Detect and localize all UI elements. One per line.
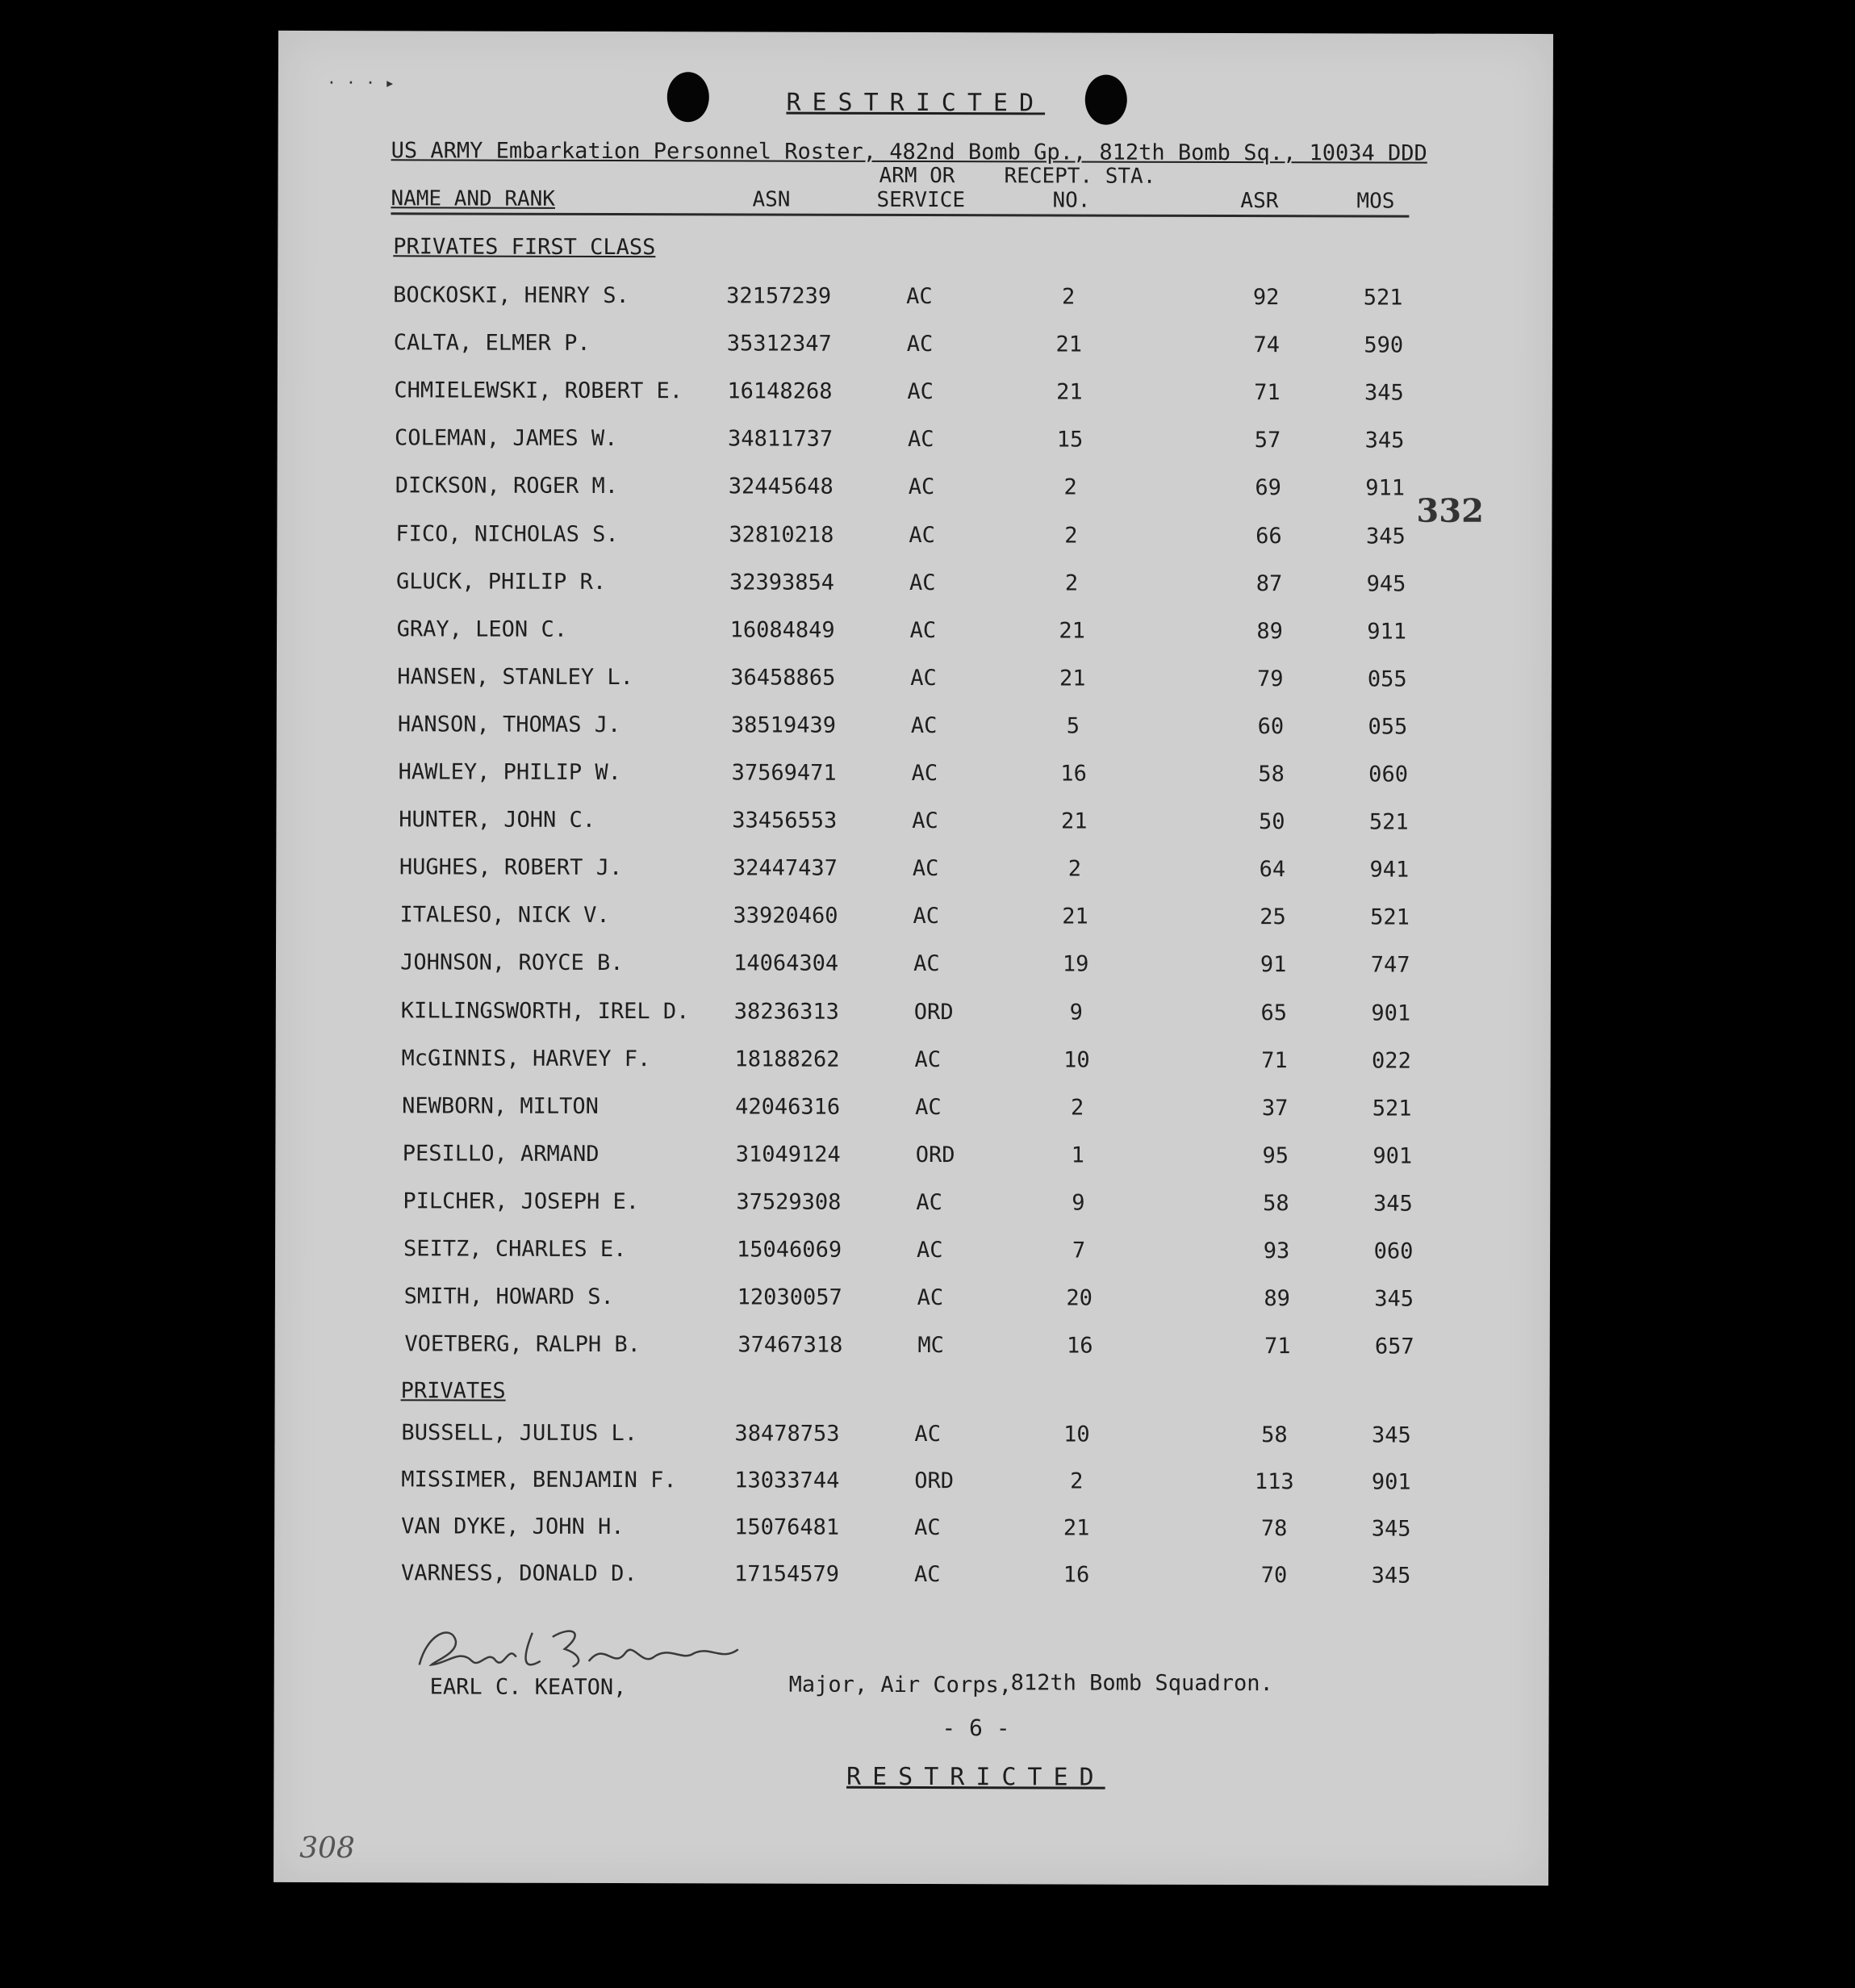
asr-cell: 58	[1258, 762, 1285, 787]
arm-service-cell: AC	[909, 570, 936, 595]
recept-sta-cell: 2	[1064, 522, 1078, 549]
arm-service-cell: AC	[906, 332, 934, 357]
name-cell: HAWLEY, PHILIP W.	[398, 759, 621, 786]
arm-service-cell: ORD	[914, 1468, 955, 1494]
table-row	[282, 664, 1556, 700]
asr-cell: 89	[1264, 1286, 1290, 1312]
asr-cell: 66	[1255, 523, 1282, 549]
asr-cell: 79	[1256, 666, 1284, 691]
classification-header: RESTRICTED	[786, 88, 1046, 118]
recept-sta-cell: 7	[1072, 1238, 1086, 1263]
asr-cell: 91	[1260, 952, 1287, 978]
table-row	[283, 807, 1558, 842]
recept-sta-cell: 20	[1066, 1285, 1093, 1311]
table-row	[286, 1467, 1560, 1502]
arm-service-cell: AC	[916, 1189, 942, 1215]
asr-cell: 89	[1256, 618, 1283, 644]
col-name-rank: NAME AND RANK	[391, 186, 556, 211]
asn-cell: 13033744	[734, 1468, 840, 1493]
mos-cell: 060	[1368, 762, 1409, 787]
recept-sta-cell: 16	[1067, 1333, 1093, 1359]
asn-cell: 37569471	[731, 760, 837, 786]
mos-cell: 345	[1364, 428, 1405, 453]
asn-cell: 33456553	[732, 808, 838, 833]
mos-cell: 345	[1371, 1563, 1411, 1589]
recept-sta-cell: 21	[1062, 904, 1088, 929]
arm-service-cell: AC	[907, 379, 934, 405]
mos-cell: 911	[1367, 619, 1407, 645]
arm-service-cell: AC	[906, 283, 933, 310]
recept-sta-cell: 2	[1064, 570, 1079, 596]
mos-cell: 345	[1364, 380, 1404, 406]
name-cell: VARNESS, DONALD D.	[400, 1560, 637, 1587]
asn-cell: 37529308	[736, 1189, 842, 1215]
table-row	[280, 473, 1555, 508]
asn-cell: 36458865	[730, 665, 836, 691]
table-row	[287, 1188, 1562, 1224]
mos-cell: 901	[1371, 1000, 1411, 1026]
asr-cell: 113	[1254, 1469, 1294, 1495]
asn-cell: 32810218	[729, 521, 834, 548]
name-cell: CALTA, ELMER P.	[393, 330, 591, 357]
arm-service-cell: AC	[914, 1046, 942, 1072]
asn-cell: 14064304	[733, 950, 839, 977]
col-recept-line1: RECEPT. STA.	[1004, 164, 1156, 189]
name-cell: KILLINGSWORTH, IREL D.	[400, 997, 690, 1024]
table-row	[286, 1514, 1560, 1549]
name-cell: McGINNIS, HARVEY F.	[401, 1045, 651, 1071]
table-row	[286, 1046, 1560, 1081]
recept-sta-cell: 2	[1070, 1095, 1084, 1121]
asr-cell: 71	[1264, 1334, 1291, 1359]
arm-service-cell: AC	[911, 760, 938, 787]
table-row	[284, 854, 1559, 890]
asr-cell: 71	[1254, 380, 1281, 406]
roster-title: US ARMY Embarkation Personnel Roster, 482nd Bomb Gp., 812th Bomb Sq., 10034 DDD	[391, 138, 1427, 166]
arm-service-cell: AC	[914, 1422, 942, 1447]
arm-service-cell: ORD	[913, 999, 954, 1025]
mos-cell: 521	[1370, 904, 1410, 930]
recept-sta-cell: 9	[1072, 1190, 1085, 1216]
asr-cell: 93	[1263, 1238, 1290, 1264]
name-cell: CHMIELEWSKI, ROBERT E.	[394, 378, 683, 404]
mos-cell: 657	[1374, 1334, 1414, 1359]
name-cell: SEITZ, CHARLES E.	[403, 1236, 627, 1263]
table-row	[278, 378, 1553, 413]
name-cell: BOCKOSKI, HENRY S.	[393, 282, 629, 309]
table-row	[281, 569, 1556, 604]
col-arm-line1: ARM OR	[879, 163, 955, 189]
mos-cell: 911	[1365, 475, 1406, 501]
recept-sta-cell: 21	[1059, 666, 1086, 691]
table-row	[282, 616, 1556, 652]
name-cell: COLEMAN, JAMES W.	[395, 425, 618, 452]
arm-service-cell: AC	[917, 1238, 943, 1263]
recept-sta-cell: 9	[1069, 1000, 1083, 1025]
recept-sta-cell: 2	[1067, 856, 1082, 882]
section-title-privates: PRIVATES	[400, 1378, 506, 1404]
table-row	[283, 759, 1558, 795]
asr-cell: 57	[1254, 428, 1281, 453]
arm-service-cell: AC	[910, 712, 938, 738]
col-asr: ASR	[1240, 189, 1279, 214]
mos-cell: 060	[1373, 1238, 1414, 1264]
arm-service-cell: AC	[913, 904, 940, 929]
arm-service-cell: AC	[908, 427, 934, 453]
recept-sta-cell: 16	[1063, 1562, 1090, 1588]
arm-service-cell: AC	[914, 1515, 941, 1541]
col-recept-line2: NO.	[1052, 188, 1091, 213]
name-cell: HANSEN, STANLEY L.	[397, 664, 633, 690]
asn-cell: 33920460	[733, 903, 838, 929]
asn-cell: 16084849	[729, 617, 835, 643]
signer-unit: 812th Bomb Squadron.	[1010, 1670, 1273, 1697]
table-row	[286, 997, 1560, 1033]
asn-cell: 15076481	[734, 1514, 840, 1540]
col-arm-line2: SERVICE	[876, 187, 966, 213]
asn-cell: 38478753	[734, 1421, 840, 1447]
name-cell: BUSSELL, JULIUS L.	[401, 1420, 638, 1447]
mos-cell: 521	[1368, 809, 1409, 835]
asn-cell: 32447437	[732, 855, 838, 881]
asn-cell: 32445648	[728, 474, 833, 500]
recept-sta-cell: 10	[1063, 1422, 1090, 1447]
asn-cell: 38519439	[730, 712, 837, 738]
name-cell: PILCHER, JOSEPH E.	[403, 1188, 640, 1215]
document-page	[274, 31, 1553, 1886]
name-cell: GLUCK, PHILIP R.	[395, 568, 607, 595]
arm-service-cell: AC	[909, 617, 937, 643]
asr-cell: 92	[1252, 285, 1280, 311]
name-cell: HANSON, THOMAS J.	[397, 712, 621, 737]
table-row	[278, 330, 1553, 365]
name-cell: NEWBORN, MILTON	[402, 1093, 599, 1119]
header-rule	[391, 212, 1409, 217]
asn-cell: 15046069	[737, 1237, 842, 1263]
asr-cell: 58	[1261, 1422, 1288, 1448]
mos-cell: 345	[1365, 523, 1406, 549]
asn-cell: 32393854	[729, 569, 835, 595]
mos-cell: 521	[1372, 1096, 1412, 1121]
signer-name: EARL C. KEATON,	[429, 1674, 627, 1701]
section-title-pfc: PRIVATES FIRST CLASS	[393, 234, 656, 261]
table-row	[280, 520, 1555, 556]
arm-service-cell: AC	[913, 1562, 941, 1588]
table-row	[284, 902, 1559, 938]
asn-cell: 38236313	[733, 998, 839, 1025]
asn-cell: 17154579	[733, 1561, 840, 1587]
table-row	[286, 1560, 1560, 1596]
table-row	[286, 1420, 1560, 1456]
name-cell: DICKSON, ROGER M.	[395, 473, 619, 499]
asr-cell: 71	[1261, 1047, 1288, 1073]
scan-specks: · · · ▸	[326, 73, 395, 93]
table-row	[289, 1284, 1564, 1319]
asn-cell: 18188262	[734, 1046, 840, 1072]
asr-cell: 50	[1258, 809, 1285, 835]
arm-service-cell: ORD	[915, 1142, 955, 1167]
recept-sta-cell: 16	[1060, 761, 1087, 787]
table-row	[289, 1331, 1564, 1367]
name-cell: GRAY, LEON C.	[396, 616, 568, 642]
page-number: - 6 -	[942, 1714, 1010, 1742]
recept-sta-cell: 2	[1063, 474, 1077, 500]
mos-cell: 945	[1366, 571, 1406, 597]
recept-sta-cell: 19	[1062, 951, 1089, 977]
name-cell: VOETBERG, RALPH B.	[404, 1331, 641, 1358]
name-cell: VAN DYKE, JOHN H.	[401, 1514, 625, 1540]
asr-cell: 70	[1260, 1563, 1288, 1589]
asr-cell: 78	[1260, 1516, 1288, 1542]
signer-rank: Major, Air Corps,	[788, 1672, 1013, 1698]
asn-cell: 35312347	[726, 331, 832, 357]
mos-cell: 345	[1371, 1516, 1411, 1542]
name-cell: FICO, NICHOLAS S.	[395, 520, 619, 547]
asn-cell: 31049124	[735, 1142, 841, 1167]
mos-cell: 345	[1372, 1191, 1413, 1217]
mos-cell: 055	[1367, 666, 1407, 692]
asr-cell: 60	[1257, 714, 1285, 740]
asr-cell: 69	[1255, 475, 1282, 501]
mos-cell: 901	[1371, 1469, 1411, 1495]
recept-sta-cell: 21	[1055, 332, 1083, 357]
mos-cell: 345	[1374, 1286, 1414, 1312]
asr-cell: 95	[1262, 1142, 1289, 1169]
mos-cell: 747	[1370, 952, 1410, 979]
arm-service-cell: AC	[913, 951, 940, 977]
name-cell: HUGHES, ROBERT J.	[399, 854, 623, 881]
asn-cell: 34811737	[728, 426, 833, 453]
table-row	[286, 1093, 1561, 1129]
recept-sta-cell: 21	[1063, 1515, 1090, 1541]
classification-footer: RESTRICTED	[846, 1762, 1105, 1792]
table-row	[278, 282, 1552, 318]
arm-service-cell: AC	[912, 808, 938, 834]
recept-sta-cell: 21	[1060, 808, 1088, 834]
asn-cell: 42046316	[735, 1094, 841, 1120]
recept-sta-cell: 21	[1059, 618, 1085, 644]
asr-cell: 64	[1259, 857, 1286, 883]
mos-cell: 055	[1368, 714, 1408, 740]
col-asn: ASN	[752, 187, 791, 212]
mos-cell: 901	[1372, 1143, 1413, 1169]
arm-service-cell: MC	[917, 1333, 944, 1359]
table-row	[288, 1236, 1563, 1272]
recept-sta-cell: 15	[1056, 427, 1084, 453]
pencil-number: 308	[299, 1831, 355, 1865]
recept-sta-cell: 1	[1071, 1142, 1084, 1168]
table-row	[282, 712, 1557, 747]
mos-cell: 941	[1369, 857, 1410, 883]
name-cell: ITALESO, NICK V.	[399, 902, 610, 929]
name-cell: PESILLO, ARMAND	[402, 1141, 600, 1167]
name-cell: JOHNSON, ROYCE B.	[400, 950, 624, 976]
asr-cell: 37	[1261, 1095, 1289, 1121]
arm-service-cell: AC	[912, 856, 939, 882]
recept-sta-cell: 2	[1070, 1468, 1084, 1494]
recept-sta-cell: 21	[1056, 379, 1083, 405]
arm-service-cell: AC	[908, 474, 935, 500]
table-row	[279, 425, 1554, 461]
asr-cell: 65	[1260, 1000, 1288, 1025]
mos-cell: 521	[1363, 285, 1403, 311]
recept-sta-cell: 2	[1061, 284, 1076, 310]
mos-cell: 590	[1364, 332, 1404, 358]
recept-sta-cell: 5	[1066, 713, 1080, 739]
asr-cell: 87	[1255, 570, 1283, 596]
asn-cell: 16148268	[727, 378, 833, 404]
name-cell: HUNTER, JOHN C.	[399, 807, 596, 833]
arm-service-cell: AC	[915, 1094, 942, 1120]
asn-cell: 37467318	[737, 1332, 843, 1358]
asn-cell: 32157239	[726, 283, 832, 309]
arm-service-cell: AC	[909, 522, 935, 548]
asr-cell: 74	[1253, 332, 1281, 358]
arm-service-cell: AC	[910, 665, 937, 691]
asn-cell: 12030057	[737, 1284, 842, 1310]
asr-cell: 25	[1260, 904, 1286, 930]
table-row	[287, 1141, 1562, 1176]
arm-service-cell: AC	[917, 1285, 944, 1311]
recept-sta-cell: 10	[1063, 1047, 1090, 1073]
name-cell: SMITH, HOWARD S.	[403, 1284, 614, 1310]
name-cell: MISSIMER, BENJAMIN F.	[401, 1467, 677, 1493]
mos-cell: 345	[1372, 1422, 1411, 1448]
col-mos: MOS	[1356, 189, 1395, 214]
mos-cell: 022	[1372, 1048, 1411, 1074]
table-row	[285, 950, 1560, 985]
stamped-number: 332	[1416, 491, 1485, 530]
asr-cell: 58	[1263, 1191, 1289, 1217]
